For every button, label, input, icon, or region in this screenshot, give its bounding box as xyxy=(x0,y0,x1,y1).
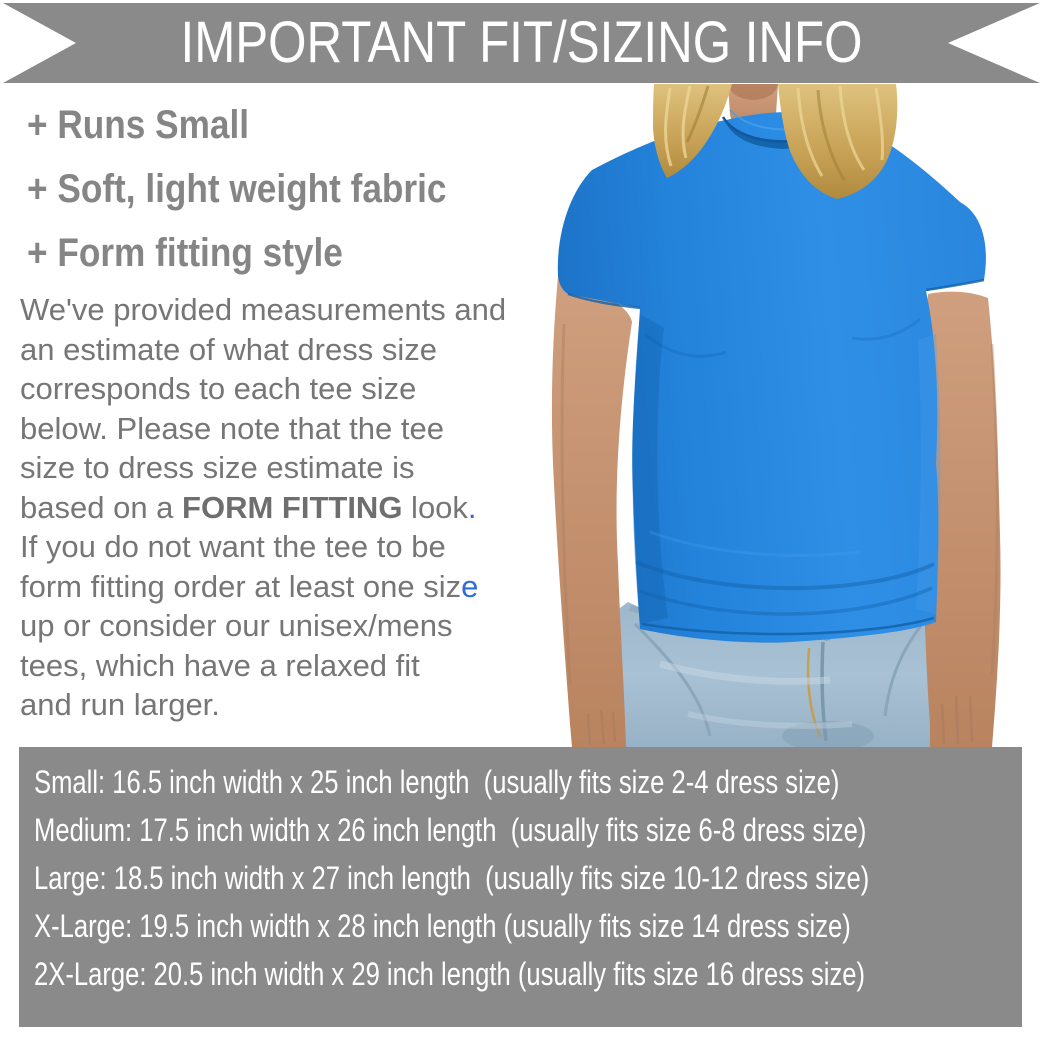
size-row-small: Small: 16.5 inch width x 25 inch length (usually fits size 2-4 dress size) xyxy=(34,764,840,800)
banner-title: IMPORTANT FIT/SIZING INFO xyxy=(180,10,863,75)
description-paragraph xyxy=(20,290,506,725)
size-row-large: Large: 18.5 inch width x 27 inch length (usually fits size 10-12 dress size) xyxy=(34,860,870,896)
description-line: corresponds to each tee size xyxy=(20,371,417,406)
size-row-xlarge: X-Large: 19.5 inch width x 28 inch length (usually fits size 14 dress size) xyxy=(34,908,851,944)
model-photo xyxy=(540,84,1044,747)
description-line xyxy=(20,488,506,528)
description-line: below. Please note that the tee xyxy=(20,410,444,446)
description-text: based on a xyxy=(20,489,183,525)
description-text: look xyxy=(402,489,468,525)
description-line: tees, which have a relaxed fit xyxy=(20,647,420,683)
size-row-medium: Medium: 17.5 inch width x 26 inch length (usually fits size 6-8 dress size) xyxy=(34,812,867,848)
description-line xyxy=(20,567,506,607)
description-line: and run larger. xyxy=(20,687,220,722)
form-fitting-emphasis: FORM FITTING xyxy=(182,489,403,525)
size-row-2xlarge: 2X-Large: 20.5 inch width x 29 inch length (usually fits size 16 dress size) xyxy=(34,956,865,992)
banner-ribbon xyxy=(3,3,1040,83)
description-line: If you do not want the tee to be xyxy=(20,529,446,564)
blue-letter-artifact: e xyxy=(461,568,479,604)
description-line: an estimate of what dress size xyxy=(20,331,437,367)
feature-form-fitting: + Form fitting style xyxy=(27,231,343,275)
blue-period-artifact: . xyxy=(467,489,477,525)
size-table xyxy=(19,747,1022,1027)
description-line: We've provided measurements and xyxy=(20,292,507,327)
description-line: size to dress size estimate is xyxy=(20,450,415,485)
ribbon-notch-right-icon xyxy=(948,3,1040,83)
description-line: up or consider our unisex/mens xyxy=(20,608,453,643)
ribbon-notch-left-icon xyxy=(3,3,76,83)
feature-fabric: + Soft, light weight fabric xyxy=(27,167,447,211)
description-text: form fitting order at least one siz xyxy=(20,568,462,604)
feature-runs-small: + Runs Small xyxy=(27,103,250,147)
feature-list xyxy=(27,102,504,294)
